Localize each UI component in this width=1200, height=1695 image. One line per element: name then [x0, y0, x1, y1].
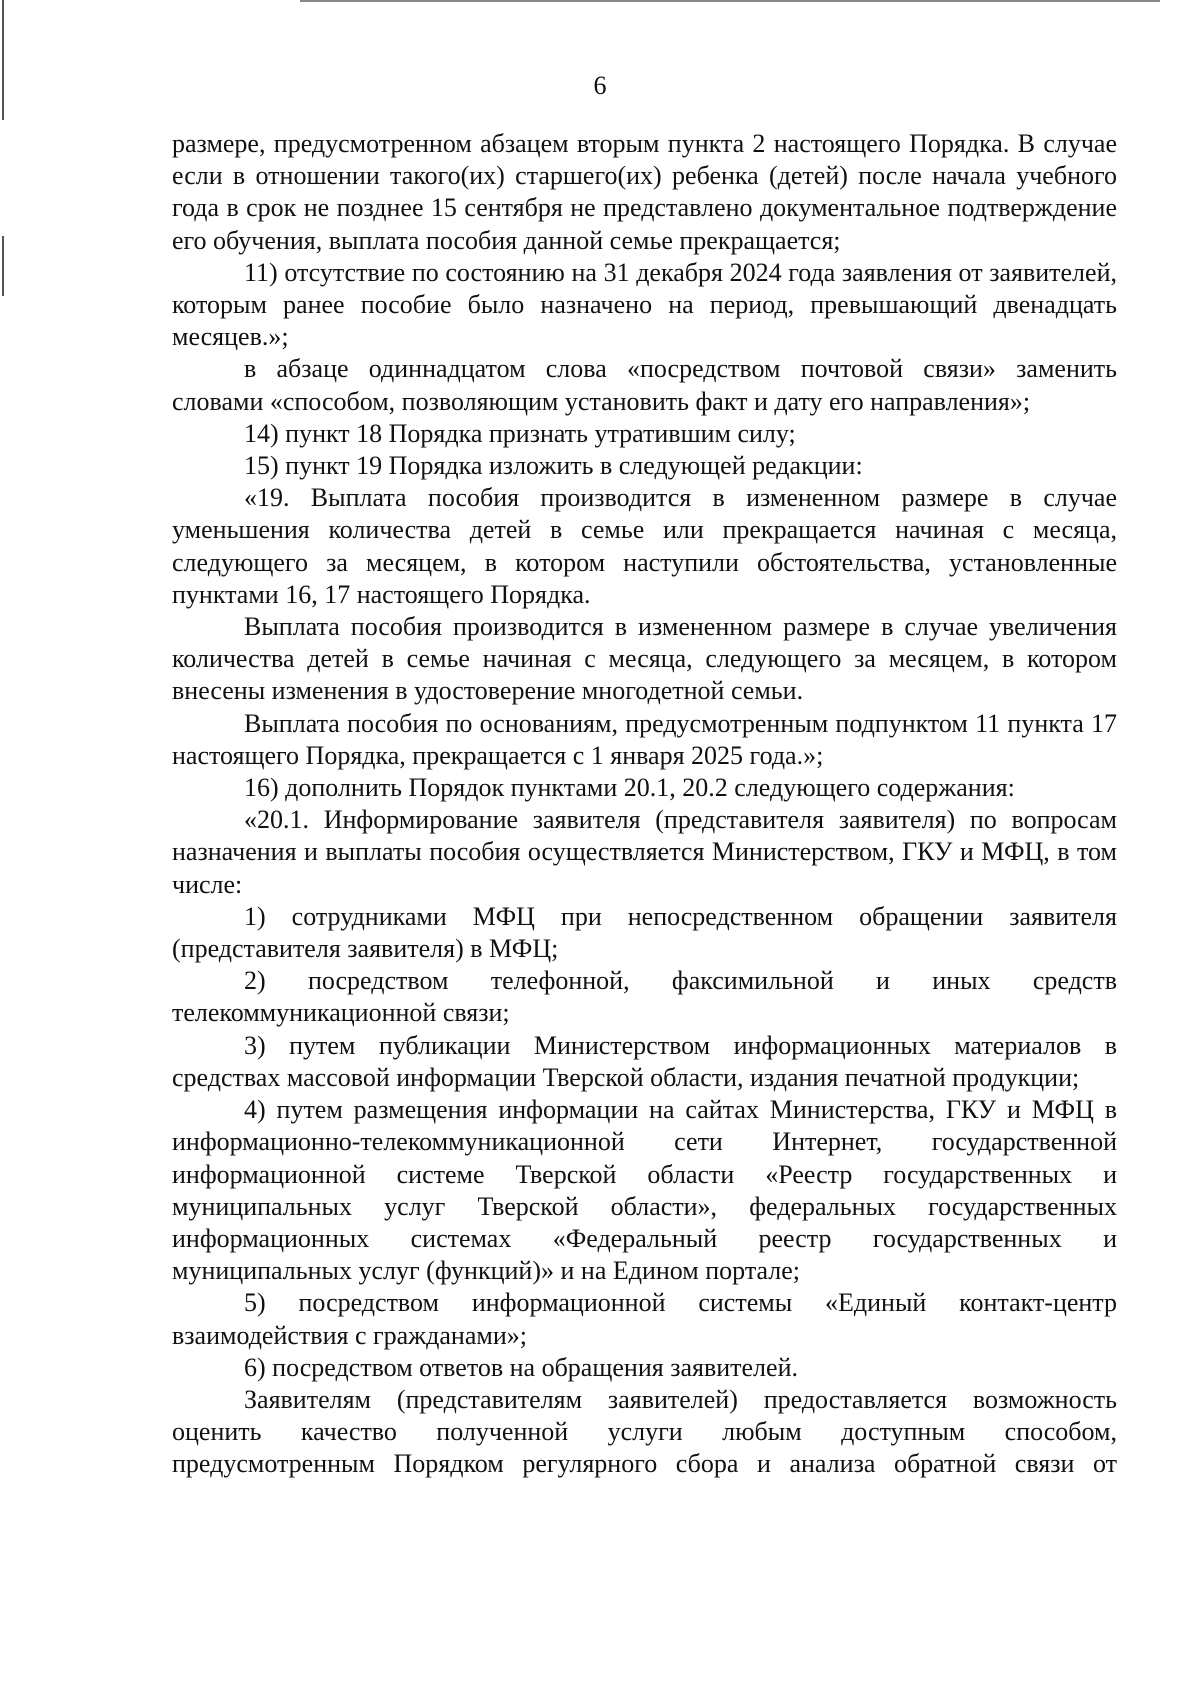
- scan-edge-mark: [2, 0, 4, 120]
- paragraph: 15) пункт 19 Порядка изложить в следующей редакции:: [244, 451, 863, 481]
- paragraph: 1) сотрудниками МФЦ при непосредственном обращении заявителя (представителя заявителя) в МФЦ;: [172, 901, 1117, 964]
- paragraph: «19. Выплата пособия производится в измененном размере в случае уменьшения количества детей в семье или прекращается начиная с месяца, следующего за месяцем, в котором наступили обстоятельства, установленные пунктами 16, 17 настоящего Порядка.: [172, 483, 1117, 609]
- scan-edge-mark: [300, 0, 1160, 2]
- paragraph: 2) посредством телефонной, факсимильной и иных средств телекоммуникационной связи;: [172, 966, 1117, 1028]
- paragraph: в абзаце одиннадцатом слова «посредством почтовой связи» заменить словами «способом, позволяющим установить факт и дату его направления»;: [172, 354, 1117, 416]
- scan-edge-mark: [2, 236, 4, 296]
- document-body: [172, 128, 1117, 1481]
- paragraph: 4) путем размещения информации на сайтах Министерства, ГКУ и МФЦ в информационно-телекоммуникационной сети Интернет, государственной информационной системе Тверской области «Реестр государственных и муниципальных услуг Тверской области», федеральных государственных информационных системах «Федеральный реестр государственных и муниципальных услуг (функций)» и на Едином портале;: [172, 1095, 1117, 1286]
- page-number: 6: [593, 71, 607, 100]
- paragraph: Выплата пособия по основаниям, предусмотренным подпунктом 11 пункта 17 настоящего Порядка, прекращается с 1 января 2025 года.»;: [172, 708, 1117, 770]
- paragraph: 6) посредством ответов на обращения заявителей.: [244, 1352, 798, 1382]
- paragraph: Заявителям (представителям заявителей) предоставляется возможность оценить качество полученной услуги любым доступным способом, предусмотренным Порядком регулярного сбора и анализа обратной связи от: [172, 1384, 1117, 1479]
- paragraph: 16) дополнить Порядок пунктами 20.1, 20.2 следующего содержания:: [244, 773, 1015, 803]
- paragraph: размере, предусмотренном абзацем вторым пункта 2 настоящего Порядка. В случае если в отношении такого(их) старшего(их) ребенка (детей) после начала учебного года в срок не позднее 15 сентября не представлено документальное подтверждение его обучения, выплата пособия данной семье прекращается;: [172, 129, 1117, 255]
- paragraph: 5) посредством информационной системы «Единый контакт-центр взаимодействия с гражданами»;: [172, 1288, 1117, 1350]
- paragraph: 11) отсутствие по состоянию на 31 декабря 2024 года заявления от заявителей, которым ранее пособие было назначено на период, превышающий двенадцать месяцев.»;: [172, 257, 1117, 352]
- paragraph: 14) пункт 18 Порядка признать утратившим силу;: [244, 418, 796, 448]
- paragraph: «20.1. Информирование заявителя (представителя заявителя) по вопросам назначения и выплаты пособия осуществляется Министерством, ГКУ и МФЦ, в том числе:: [172, 805, 1117, 899]
- paragraph: 3) путем публикации Министерством информационных материалов в средствах массовой информации Тверской области, издания печатной продукции;: [172, 1030, 1117, 1092]
- paragraph: Выплата пособия производится в измененном размере в случае увеличения количества детей в семье начиная с месяца, следующего за месяцем, в котором внесены изменения в удостоверение многодетной семьи.: [172, 612, 1117, 706]
